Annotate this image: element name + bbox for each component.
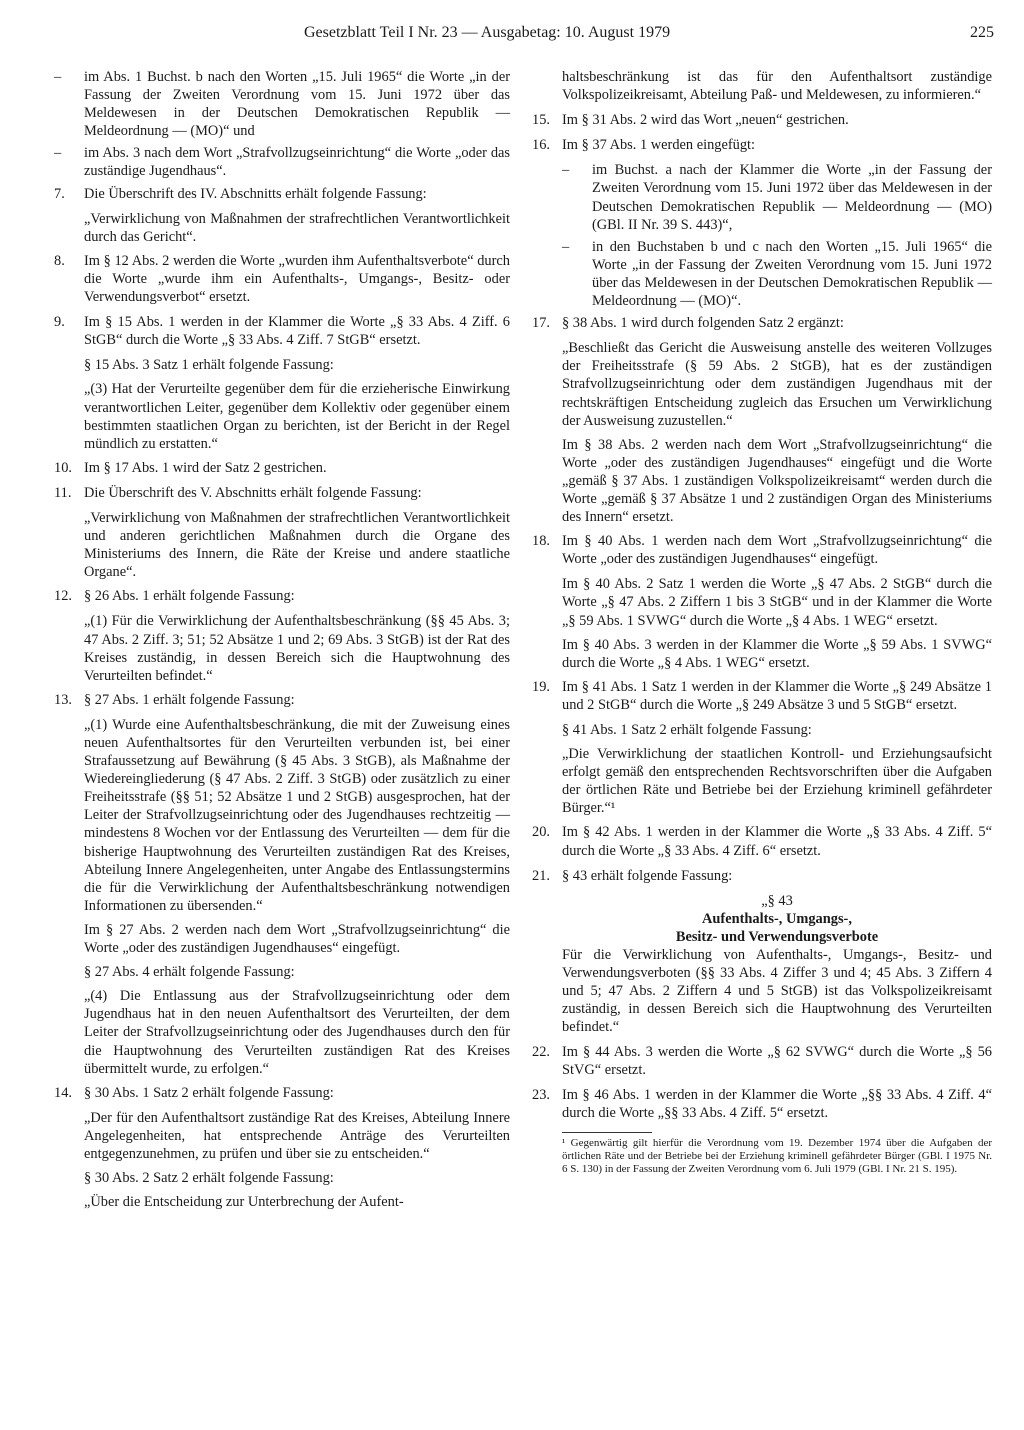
quoted-text: „(1) Wurde eine Aufenthaltsbeschränkung, die mit der Zuweisung eines neuen Aufenthaltsortes für den Verurteilten verbunden ist, bei einer Strafaussetzung auf Bewährung (§ 45 Abs. 3 StGB), als Maßnahme der Wiedereingliederung (§ 47 Abs. 2 Ziff. 3 StGB) oder zusätzlich zu einer Freiheitsstrafe (§§ 51; 52 Absätze 1 und 2 StGB) ausgesprochen, hat der Leiter der Strafvollzugseinrichtung oder des Jugendhauses rechtzeitig — mindestens 8 Wochen vor der Entlassung des Verurteilten — dem für die bisherige Hauptwohnung des Verurteilten zuständigen Rat des Kreises, Abteilung Innere Angelegenheiten, unter Angabe des Entlassungstermins die für die Verwirklichung der Aufenthaltsbeschränkung notwendigen Informationen zu übersenden.“ (84, 716, 510, 914)
paragraph-21: 21. § 43 erhält folgende Fassung: (532, 867, 733, 884)
paragraph-text: § 30 Abs. 2 Satz 2 erhält folgende Fassung: (84, 1170, 334, 1187)
paragraph-17: 17. § 38 Abs. 1 wird durch folgenden Satz 2 ergänzt: (532, 315, 844, 332)
paragraph-22: 22. Im § 44 Abs. 3 werden die Worte „§ 62 SVWG“ durch die Worte „§ 56 StVG“ ersetzt. (532, 1043, 992, 1078)
paragraph-text: Im § 27 Abs. 2 werden nach dem Wort „Strafvollzugseinrichtung“ die Worte „oder des zuständigen Jugendhauses“ eingefügt. (84, 921, 510, 957)
paragraph-8: 8. Im § 12 Abs. 2 werden die Worte „wurden ihm Aufenthaltsverbote“ durch die Worte „wurde ihm ein Aufenthalts-, Umgangs-, Besitz- oder Verwendungsverbot“ ersetzt. (54, 252, 510, 306)
paragraph-23: 23. Im § 46 Abs. 1 werden in der Klammer die Worte „§§ 33 Abs. 4 Ziff. 4“ durch die Worte „§§ 33 Abs. 4 Ziff. 5“ ersetzt. (532, 1086, 992, 1121)
paragraph-text: Im § 40 Abs. 2 Satz 1 werden die Worte „§ 47 Abs. 2 StGB“ durch die Worte „§ 47 Abs. 2 Ziffern 1 bis 3 StGB“ und in der Klammer die Worte „§ 59 Abs. 1 SVWG“ durch die Worte „§ 4 Abs. 1 WEG“ ersetzt. (562, 576, 992, 629)
paragraph-12: 12. § 26 Abs. 1 erhält folgende Fassung: (54, 588, 295, 605)
paragraph-11: 11. Die Überschrift des V. Abschnitts erhält folgende Fassung: (54, 484, 422, 501)
paragraph-9: 9. Im § 15 Abs. 1 werden in der Klammer die Worte „§ 33 Abs. 4 Ziff. 6 StGB“ durch die Worte „§ 33 Abs. 4 Ziff. 7 StGB“ ersetzt. (54, 314, 510, 349)
quoted-text: „Die Verwirklichung der staatlichen Kontroll- und Erziehungsaufsicht erfolgt gemäß den entsprechenden Rechtsvorschriften über die Aufgaben der örtlichen Räte und Betriebe bei der Erziehung kriminell gefährdeter Bürger.“¹ (562, 746, 992, 817)
right-column (532, 68, 992, 1176)
page-title: Gesetzblatt Teil I Nr. 23 — Ausgabetag: 10. August 1979 (304, 24, 671, 41)
paragraph-14: 14. § 30 Abs. 1 Satz 2 erhält folgende Fassung: (54, 1084, 334, 1101)
list-item: – im Abs. 3 nach dem Wort „Strafvollzugseinrichtung“ die Worte „oder das zuständige Jugendhaus“. (54, 145, 510, 180)
list-item: – in den Buchstaben b und c nach den Worten „15. Juli 1965“ die Worte „in der Fassung der Zweiten Verordnung vom 15. Juni 1972 über das Meldewesen in der Deutschen Demokratischen Republik — Meldeordnung — (MO)“. (562, 238, 992, 310)
quoted-text: „Der für den Aufenthaltsort zuständige Rat des Kreises, Abteilung Innere Angelegenheiten, hat entsprechende Anträge des Verurteilten entgegenzunehmen, zu prüfen und über sie zu entscheiden.“ (84, 1109, 510, 1162)
paragraph-text: Im § 38 Abs. 2 werden nach dem Wort „Strafvollzugseinrichtung“ die Worte „oder des zuständigen Jugendhauses“ eingefügt und die Worte „gemäß § 37 Abs. 1 zuständigen Volkspolizeikreisamt“ werden durch die Worte „gemäß § 37 Absätze 1 und 2 zuständigen Organ des Ministeriums des Innern“ ersetzt. (562, 436, 992, 526)
paragraph-18: 18. Im § 40 Abs. 1 werden nach dem Wort „Strafvollzugseinrichtung“ die Worte „oder des zuständigen Jugendhauses“ eingefügt. (532, 533, 992, 568)
footnote-rule (562, 1132, 652, 1133)
left-column (54, 68, 510, 1217)
page-header (54, 24, 994, 48)
paragraph-19: 19. Im § 41 Abs. 1 Satz 1 werden in der Klammer die Worte „§ 249 Absätze 1 und 2 StGB“ durch die Worte „§ 249 Absätze 3 und 5 StGB“ ersetzt. (532, 678, 992, 713)
quoted-text: „Über die Entscheidung zur Unterbrechung der Aufent- (84, 1194, 404, 1211)
paragraph-text: § 27 Abs. 4 erhält folgende Fassung: (84, 964, 295, 981)
list-item: – im Abs. 1 Buchst. b nach den Worten „15. Juli 1965“ die Worte „in der Fassung der Zweiten Verordnung vom 15. Juni 1972 über das Meldewesen in der Deutschen Demokratischen Republik — Meldeordnung — (MO)“ und (54, 69, 510, 140)
paragraph-7: 7. Die Überschrift des IV. Abschnitts erhält folgende Fassung: (54, 185, 427, 202)
footnote: ¹ Gegenwärtig gilt hierfür die Verordnung vom 19. Dezember 1974 über die Aufgaben der örtlichen Räte und der Betriebe bei der Erziehung kriminell gefährdeter Bürger (GBl. I 1975 Nr. 6 S. 130) in der Fassung der Zweiten Verordnung vom 6. Juli 1979 (GBl. I Nr. 21 S. 195). (562, 1136, 992, 1176)
quoted-text: „Verwirklichung von Maßnahmen der strafrechtlichen Verantwortlichkeit und anderen gerichtlichen Maßnahmen durch die Organe des Ministeriums des Innern, die Räte der Kreise und andere staatliche Organe“. (84, 509, 510, 581)
quoted-text: „(4) Die Entlassung aus der Strafvollzugseinrichtung oder dem Jugendhaus hat in den neuen Aufenthaltsort des Verurteilten, der dem Leiter der Strafvollzugseinrichtung oder des Jugendhauses durch den für die Hauptwohnung des Verurteilten zuständigen Rat des Kreises übermittelt wurde, zu erfolgen.“ (84, 988, 510, 1077)
paragraph-text: Im § 40 Abs. 3 werden in der Klammer die Worte „§ 59 Abs. 1 SVWG“ durch die Worte „§ 4 Abs. 1 WEG“ ersetzt. (562, 636, 992, 671)
paragraph-text: § 15 Abs. 3 Satz 1 erhält folgende Fassung: (84, 357, 334, 374)
quoted-text: „(3) Hat der Verurteilte gegenüber dem für die erzieherische Einwirkung verantwortlichen Leiter, gegenüber dem Kollektiv oder gegenüber einem bestimmten staatlichen Organ zu berichten, ist der Bericht in der Regel mündlich zu erstatten.“ (84, 381, 510, 452)
quoted-text: „Beschließt das Gericht die Ausweisung anstelle des weiteren Vollzuges der Freiheitsstrafe (§ 59 Abs. 2 StGB), hat es der zuständigen Strafvollzugseinrichtung oder dem zuständigen Jugendhaus mit der rechtskräftigen Entscheidung zugleich das Ersuchen um Verwirklichung der Ausweisung zuzustellen.“ (562, 340, 992, 429)
quoted-text: Für die Verwirklichung von Aufenthalts-, Umgangs-, Besitz- und Verwendungsverboten (§§ 33 Abs. 4 Ziffer 3 und 4; 45 Abs. 3 Ziffern 4 und 5; 47 Abs. 2 Ziffern 4 und 5 StGB) ist das Volkspolizeikreisamt zuständig, in dessen Bereich sich die Hauptwohnung des Verurteilten befindet.“ (562, 947, 992, 1036)
section-heading: Aufenthalts-, Umgangs-, (702, 910, 852, 927)
paragraph-10: 10. Im § 17 Abs. 1 wird der Satz 2 gestrichen. (54, 459, 327, 476)
paragraph-15: 15. Im § 31 Abs. 2 wird das Wort „neuen“ gestrichen. (532, 112, 849, 129)
quoted-text: „Verwirklichung von Maßnahmen der strafrechtlichen Verantwortlichkeit durch das Gericht“. (84, 210, 510, 245)
section-number: „§ 43 (761, 892, 793, 909)
section-heading: Besitz- und Verwendungsverbote (675, 928, 879, 945)
paragraph-16: 16. Im § 37 Abs. 1 werden eingefügt: (532, 137, 756, 154)
page-number: 225 (970, 24, 994, 41)
paragraph-20: 20. Im § 42 Abs. 1 werden in der Klammer die Worte „§ 33 Abs. 4 Ziff. 5“ durch die Worte „§ 33 Abs. 4 Ziff. 6“ ersetzt. (532, 824, 992, 859)
list-item: – im Buchst. a nach der Klammer die Worte „in der Fassung der Zweiten Verordnung vom 15. Juni 1972 über das Meldewesen in der Deutschen Demokratischen Republik — Meldeordnung — (MO) (GBl. II Nr. 39 S. 443)“, (562, 162, 992, 233)
continued-text: haltsbeschränkung ist das für den Aufenthaltsort zuständige Volkspolizeikreisamt, Abteilung Paß- und Meldewesen, zu informieren.“ (562, 69, 992, 104)
paragraph-text: § 41 Abs. 1 Satz 2 erhält folgende Fassung: (562, 722, 812, 738)
paragraph-13: 13. § 27 Abs. 1 erhält folgende Fassung: (54, 691, 295, 708)
quoted-text: „(1) Für die Verwirklichung der Aufenthaltsbeschränkung (§§ 45 Abs. 3; 47 Abs. 2 Ziff. 3; 51; 52 Absätze 1 und 2; 69 Abs. 3 StGB) ist der Rat des Kreises zuständig, in dessen Bereich sich die Hauptwohnung des Verurteilten befindet.“ (84, 613, 510, 684)
